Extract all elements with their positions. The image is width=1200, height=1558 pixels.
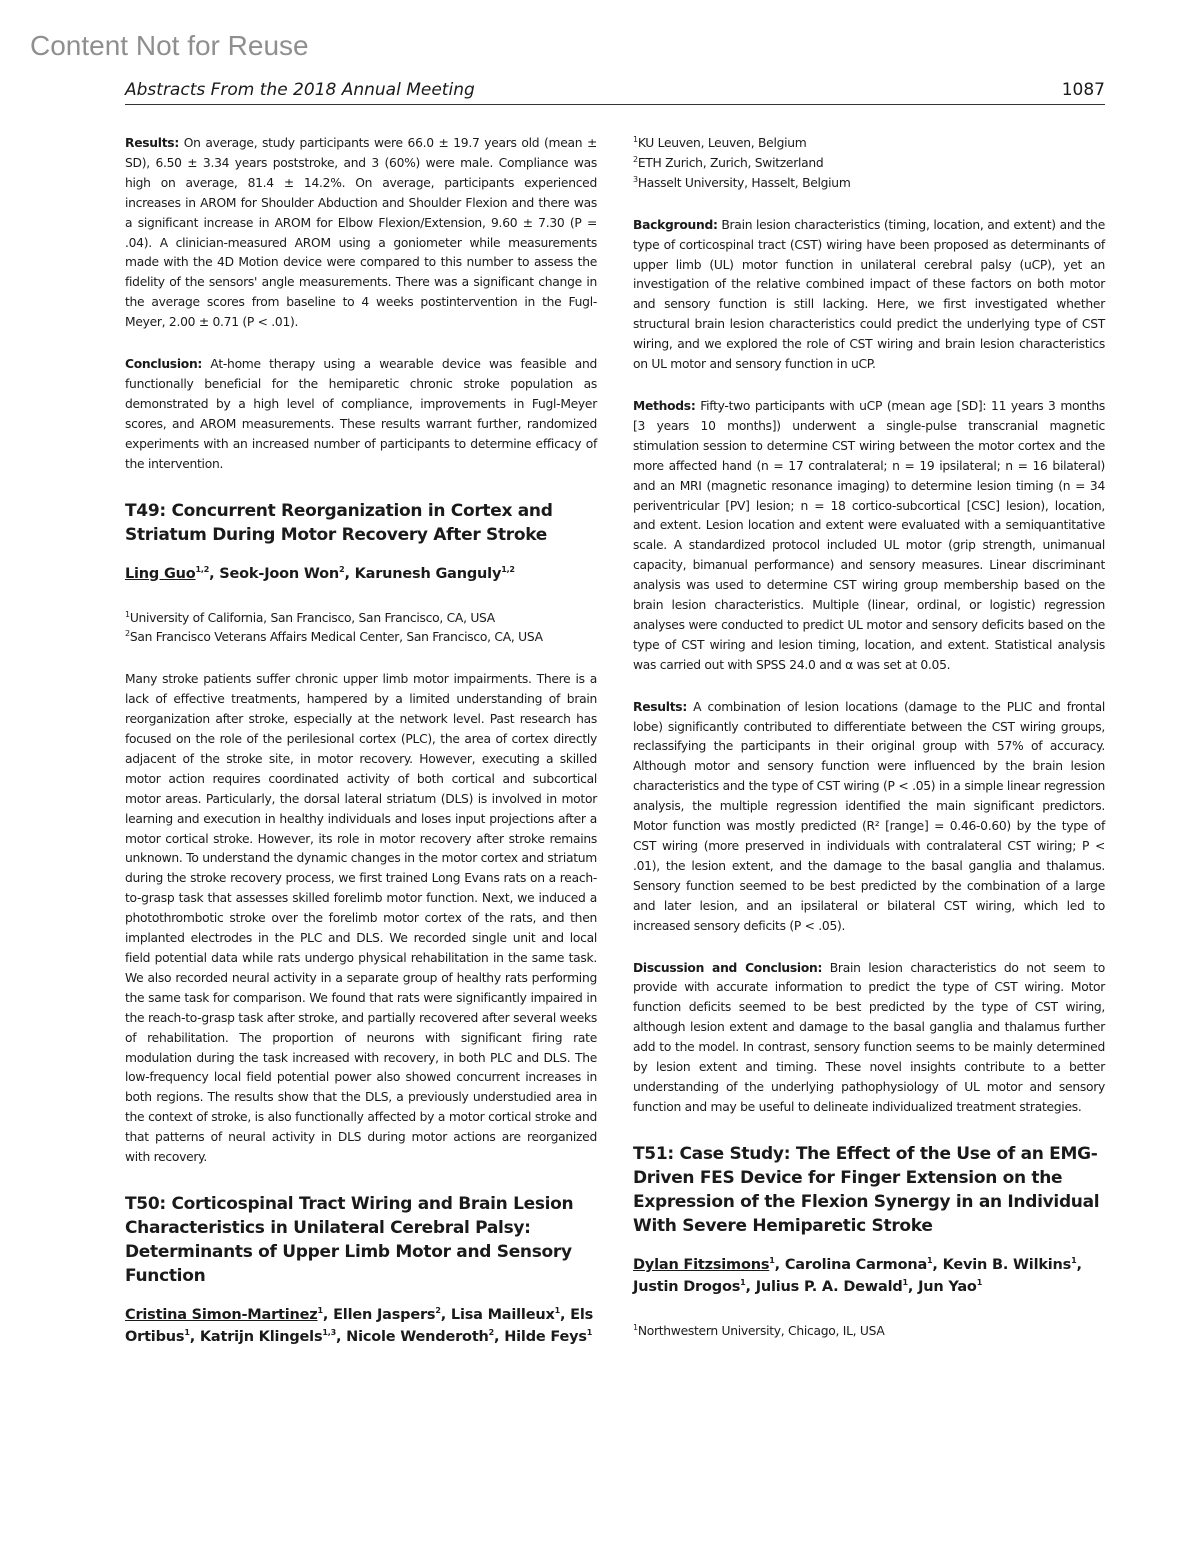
affiliation-line [633, 174, 1105, 194]
t48-results-text: On average, study participants were 66.0 ± 19.7 years old (mean ± SD), 6.50 ± 3.34 years poststroke, and 3 (60%) were male. Compliance was high on average, 81.4 ± 14.2%. On average, participants experienced increases in AROM for Shoulder Abduction and Shoulder Flexion and there was a significant increase in AROM for Elbow Flexion/Extension, 9.60 ± 7.30 (P = .04). A clinician-measured AROM using a goniometer while measurements made with the 4D Motion device were compared to this number to assess the fidelity of the sensors' angle measurements. There was a significant change in the average scores from baseline to 4 weeks postintervention in the Fugl-Meyer, 2.00 ± 0.71 (P < .01). [125, 136, 597, 330]
t50-results-text: A combination of lesion locations (damage to the PLIC and frontal lobe) significantly contributed to differentiate between the CST wiring groups, reclassifying the participants in their original group with 57% of accuracy. Although motor and sensory function were influenced by the brain lesion characteristics and the type of CST wiring (P < .05) in a simple linear regression analysis, the multiple regression identified the main significant predictors. Motor function was mostly predicted (R² [range] = 0.46-0.60) by the type of CST wiring (more preserved in individuals with contralateral CST wiring; P < .01), the lesion extent, and the damage to the basal ganglia and thalamus. Sensory function seemed to be best predicted by the combination of a large and later lesion, and an ipsilateral or bilateral CST wiring, which led to increased sensory deficits (P < .05). [633, 699, 1105, 933]
affiliation-marker: 1 [633, 134, 638, 144]
author [633, 1257, 785, 1273]
t50-background-text: Brain lesion characteristics (timing, location, and extent) and the type of corticospinal tract (CST) wiring have been proposed as determinants of upper limb (UL) motor function in unilateral cerebral palsy (uCP), yet an investigation of the relative combined impact of these factors on both motor and sensory function is still lacking. Here, we first investigated whether structural brain lesion characteristics could predict the underlying type of CST wiring, and we explored the role of CST wiring and brain lesion characteristics on UL motor and sensory function in uCP. [633, 217, 1105, 372]
affiliation-marker: 1 [125, 609, 130, 619]
author-name: Jun Yao [918, 1278, 977, 1295]
watermark: Content Not for Reuse [30, 30, 309, 61]
right-column [633, 134, 1105, 1364]
author-name: Lisa Mailleux [450, 1306, 555, 1323]
t50-title: T50: Corticospinal Tract Wiring and Brain Lesion Characteristics in Unilateral Cerebral Palsy: Determinants of Upper Limb Motor and Sensory Function [125, 1193, 574, 1286]
left-column [125, 134, 597, 1372]
author [918, 1279, 982, 1295]
author-name: Ellen Jaspers [333, 1306, 436, 1323]
running-header [125, 80, 1105, 105]
author-name: Carolina Carmona [784, 1256, 928, 1273]
affiliation-text: Northwestern University, Chicago, IL, USA [637, 1323, 885, 1338]
journal-title: Abstracts From the 2018 Annual Meeting [125, 80, 475, 100]
t49-affiliations [125, 609, 597, 649]
author [219, 566, 354, 582]
author-affiliation-marker: 1 [1071, 1255, 1077, 1265]
author-name: Nicole Wenderoth [346, 1328, 489, 1345]
t49-title: T49: Concurrent Reorganization in Cortex and Striatum During Motor Recovery After Stroke [125, 500, 553, 545]
author [504, 1329, 592, 1345]
author-affiliation-marker: 1 [769, 1255, 775, 1265]
t49-authors [125, 563, 597, 585]
author [943, 1257, 1082, 1273]
t48-conclusion [125, 355, 597, 474]
author-affiliation-marker: 1 [976, 1277, 983, 1287]
affiliation-line [125, 628, 597, 648]
author-separator: , [335, 1328, 347, 1345]
author-affiliation-marker: 1 [317, 1306, 323, 1316]
affiliation-marker: 1 [633, 1322, 638, 1332]
t48-conclusion-text: At-home therapy using a wearable device was feasible and functionally beneficial for the hemiparetic chronic stroke population as demonstrated by a high level of compliance, improvements in Fugl-Meyer scores, and AROM measurements. These results warrant further, randomized experiments with an increased number of participants to determine efficacy of the intervention. [125, 357, 597, 471]
t50-discussion-text: Brain lesion characteristics do not seem to provide with accurate information to predict the type of CST wiring. Motor function deficits seemed to be best predicted by the type of CST wiring, although lesion extent and damage to the basal ganglia and thalamus further add to the model. In contrast, sensory function seems to be mainly determined by lesion extent and timing. These novel insights contribute to a better understanding of the underlying pathophysiology of UL motor and sensory function and may be useful to delineate individualized treatment strategies. [633, 960, 1106, 1114]
t50-results [633, 698, 1105, 937]
author [125, 1307, 333, 1323]
t51-authors [633, 1254, 1105, 1298]
author-name: Justin Drogos [633, 1278, 741, 1295]
author [633, 1279, 756, 1295]
author-separator: , [209, 565, 220, 582]
t48-results [125, 134, 597, 333]
author-separator: , [322, 1306, 334, 1323]
affiliation-text: Hasselt University, Hasselt, Belgium [637, 175, 851, 190]
author-separator: , [189, 1328, 200, 1345]
author-name: Els Ortibus [125, 1306, 594, 1345]
author-name: Ling Guo [125, 565, 196, 582]
author-name: Seok-Joon Won [219, 565, 340, 582]
affiliation-marker: 2 [125, 629, 130, 639]
page-number: 1087 [1061, 80, 1105, 100]
t50-discussion-label: Discussion and Conclusion: [633, 960, 823, 975]
author-affiliation-marker: 1 [554, 1306, 560, 1316]
affiliation-line [125, 609, 597, 629]
t50-authors [125, 1304, 597, 1348]
affiliation-line [633, 134, 1105, 154]
t50-results-label: Results: [633, 699, 687, 714]
t48-conclusion-label: Conclusion: [125, 357, 203, 372]
author-affiliation-marker: 1,2 [501, 564, 515, 574]
author-affiliation-marker: 1 [927, 1255, 933, 1265]
author-affiliation-marker: 1 [184, 1328, 190, 1338]
affiliation-line [633, 1322, 1105, 1342]
t50-methods [633, 397, 1105, 676]
author-affiliation-marker: 2 [435, 1306, 441, 1316]
author-name: Hilde Feys [504, 1328, 587, 1345]
t50-affiliations [633, 134, 1105, 194]
author-affiliation-marker: 1,3 [322, 1328, 336, 1338]
author-separator: , [344, 565, 355, 582]
t49-body: Many stroke patients suffer chronic upper limb motor impairments. There is a lack of effective treatments, hampered by a limited understanding of brain reorganization after stroke, especially at the network level. Past research has focused on the role of the perilesional cortex (PLC), the area of cortex directly adjacent of the stroke site, in motor recovery. However, executing a skilled motor action requires coordinated activity of both cortical and subcortical motor areas. Particularly, the dorsal lateral striatum (DLS) is involved in motor learning and execution in healthy individuals and loses input projections after a motor cortical stroke. However, its role in motor recovery after stroke remains unknown. To understand the dynamic changes in the motor cortex and striatum during the stroke recovery process, we first trained Long Evans rats on a reach-to-grasp task that assesses skilled forelimb motor function. Next, we induced a photothrombotic stroke over the forelimb motor cortex of the rats, and then implanted electrodes in the PLC and DLS. We recorded single unit and local field potential data while rats undergo physical rehabilitation in the same task. We also recorded neural activity in a separate group of healthy rats performing the same task for comparison. We found that rats were significantly impaired in the reach-to-grasp task after stroke, and partially recovered after several weeks of rehabilitation. The proportion of neurons with significant firing rate modulation during the task increased with recovery, in both PLC and DLS. The low-frequency local field potential power also showed concurrent increases in both regions. The results show that the DLS, a previously understudied area in the context of stroke, is also functionally affected by a motor cortical stroke and that patterns of neural activity in DLS during motor actions are reorganized with recovery. [125, 672, 597, 1165]
author-separator: , [440, 1306, 451, 1323]
author-name: Kevin B. Wilkins [942, 1256, 1072, 1273]
author-separator: , [907, 1278, 919, 1295]
author [346, 1329, 504, 1345]
t51-affiliations [633, 1322, 1105, 1342]
t51-title: T51: Case Study: The Effect of the Use of an EMG-Driven FES Device for Finger Extension on the Expression of the Flexion Synergy in an Individual With Severe Hemiparetic Stroke [633, 1143, 1100, 1236]
author [785, 1257, 943, 1273]
t50-methods-label: Methods: [633, 398, 696, 413]
affiliation-marker: 3 [633, 174, 638, 184]
author [451, 1307, 570, 1323]
author-separator: , [932, 1256, 943, 1273]
author-affiliation-marker: 1 [740, 1277, 746, 1287]
author-name: Cristina Simon-Martinez [125, 1306, 318, 1323]
author [125, 566, 219, 582]
author-separator: , [745, 1278, 756, 1295]
author [756, 1279, 918, 1295]
author-affiliation-marker: 2 [488, 1328, 495, 1338]
affiliation-text: KU Leuven, Leuven, Belgium [637, 136, 807, 150]
author-name: Dylan Fitzsimons [633, 1256, 770, 1273]
author-separator: , [774, 1256, 785, 1273]
affiliation-line [633, 154, 1105, 174]
t50-methods-text: Fifty-two participants with uCP (mean age [SD]: 11 years 3 months [3 years 10 months]) underwent a single-pulse transcranial magnetic stimulation session to determine CST wiring between the motor cortex and the more affected hand (n = 17 contralateral; n = 19 ipsilateral; n = 16 bilateral) and an MRI (magnetic resonance imaging) to determine lesion timing (n = 34 periventricular [PV] lesion; n = 18 cortico-subcortical [CSC] lesion), location, and extent. Lesion location and extent were evaluated with a semiquantitative scale. A standardized protocol included UL motor (grip strength, unimanual capacity, bimanual performance) and sensory measures. Linear discriminant analysis was used to determine CST wiring group membership based on the brain lesion characteristics. Multiple (linear, ordinal, or logistic) regression analyses were conducted to predict UL motor and sensory deficits based on the type of CST wiring and lesion timing, location, and extent. Statistical analysis was carried out with SPSS 24.0 and α was set at 0.05. [633, 398, 1105, 672]
author-affiliation-marker: 1,2 [195, 564, 210, 574]
author-affiliation-marker: 2 [339, 564, 345, 574]
author-affiliation-marker: 1 [586, 1328, 593, 1338]
author-separator: , [560, 1306, 571, 1323]
t48-results-label: Results: [125, 136, 179, 150]
author-name: Julius P. A. Dewald [755, 1278, 903, 1295]
author-name: Katrijn Klingels [199, 1328, 323, 1345]
author-affiliation-marker: 1 [902, 1277, 908, 1287]
author [200, 1329, 346, 1345]
author-separator: , [494, 1328, 505, 1345]
author [355, 566, 515, 582]
author [333, 1307, 451, 1323]
affiliation-text: San Francisco Veterans Affairs Medical Center, San Francisco, CA, USA [129, 630, 543, 645]
affiliation-text: ETH Zurich, Zurich, Switzerland [637, 155, 824, 170]
affiliation-marker: 2 [633, 154, 638, 164]
t50-background [633, 216, 1105, 375]
affiliation-text: University of California, San Francisco, San Francisco, CA, USA [129, 610, 495, 625]
t50-background-label: Background: [633, 217, 718, 232]
author-separator: , [1076, 1256, 1082, 1273]
author-name: Karunesh Ganguly [354, 565, 502, 582]
t50-discussion [633, 959, 1105, 1118]
